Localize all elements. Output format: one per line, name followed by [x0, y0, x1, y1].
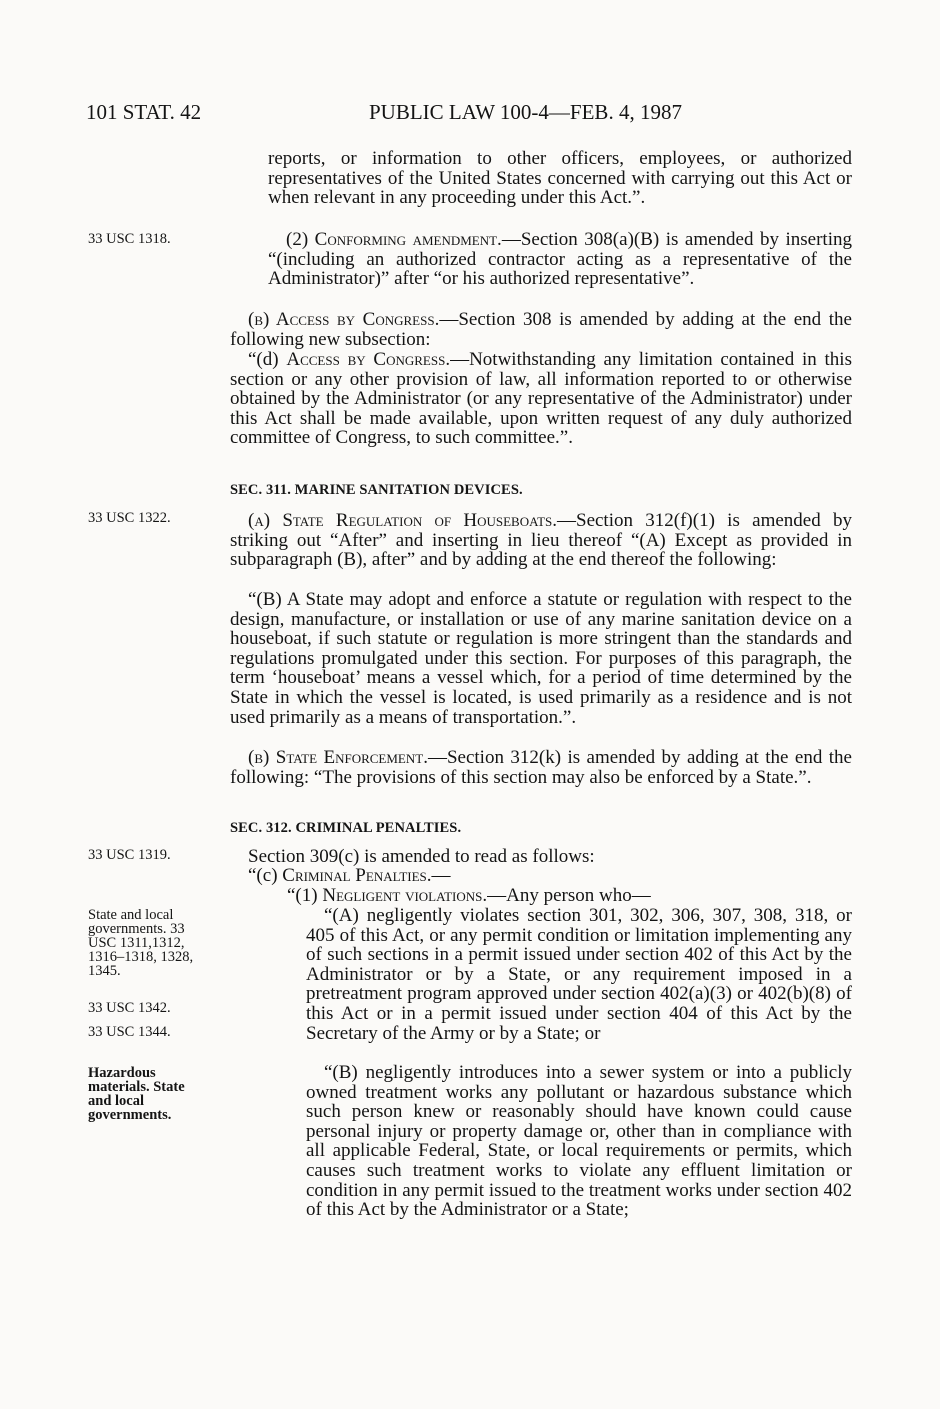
paragraph-reports: reports, or information to other officers, employees, or authorized representatives of the United States concerned with carrying out this Act or when relevant in any proceeding under this Act.”. [268, 148, 852, 209]
paragraph-clause-b: “(B) negligently introduces into a sewer system or into a publicly owned treatment works any pollutant or hazardous substance which such person knew or reasonably should have known could cause personal injury or property damage or, other than in compliance with all applicable Federal, State, or local requirements or permits, which causes such treatment works to violate any effluent limitation or condition in any permit issued to the treatment works under section 402 of this Act by the Administrator or a State; [306, 1062, 852, 1221]
heading-access-by-congress: (b) Access by Congress. [248, 309, 440, 330]
margin-note-hazardous: Hazardous materials. State and local governments. [88, 1065, 185, 1123]
text-state-enforcement: —Section 312(k) is amended by adding at the end the following: “The provisions of this section may also be enforced by a State.”. [230, 747, 852, 788]
margin-note-state-local: State and local governments. 33 USC 1311,1312, 1316–1318, 1328, 1345. [88, 907, 194, 979]
paragraph-conforming-amendment [268, 230, 852, 289]
prefix-subsection-d: “(d) [248, 349, 287, 370]
margin-note-usc-1342: 33 USC 1342. [88, 1000, 171, 1016]
heading-subsection-d: Access by Congress. [286, 349, 451, 370]
section-heading-312: SEC. 312. CRIMINAL PENALTIES. [230, 820, 462, 836]
margin-note-usc-1322: 33 USC 1322. [88, 510, 171, 526]
prefix-negligent-violations: “(1) [287, 885, 323, 906]
paragraph-section-309c: Section 309(c) is amended to read as follows: [248, 846, 595, 867]
paragraph-houseboats [230, 511, 852, 570]
margin-note-usc-1319: 33 USC 1319. [88, 847, 171, 863]
prefix-criminal-penalties: “(c) [248, 865, 283, 886]
text-houseboats: —Section 312(f)(1) is amended by striking out “After” and inserting in lieu thereof “(A) Except as provided in subparagraph (B), after” and by adding at the end thereof the following: [230, 510, 852, 571]
paragraph-subsection-d [230, 350, 852, 448]
paragraph-clause-a: “(A) negligently violates section 301, 302, 306, 307, 308, 318, or 405 of this Act, or any permit condition or limitation implementing any of such sections in a permit issued under section 402 of this Act by the Administrator or by a State, or any requirement imposed in a pretreatment program approved under section 402(a)(3) or 402(b)(8) of this Act or in a permit issued under section 404 of this Act by the Secretary of the Army or by a State; or [306, 905, 852, 1044]
page-stat-number: 101 STAT. 42 [86, 100, 202, 124]
heading-criminal-penalties: Criminal Penalties. [282, 865, 432, 886]
paragraph-state-enforcement [230, 748, 852, 787]
text-access-by-congress: —Section 308 is amended by adding at the end the following new subsection: [230, 309, 852, 350]
paragraph-criminal-penalties [230, 866, 852, 886]
paragraph-subparagraph-b: “(B) A State may adopt and enforce a statute or regulation with respect to the design, manufacture, or installation or use of any marine sanitation device on a houseboat, if such statute or regulation is more stringent than the standards and regulations promulgated under this section. For purposes of this paragraph, the term ‘houseboat’ means a vessel which, for a period of time determined by the State in which the vessel is located, is used primarily as a residence and is not used primarily as a means of transportation.”. [230, 589, 852, 728]
margin-note-usc-1344: 33 USC 1344. [88, 1024, 171, 1040]
text-criminal-penalties: — [431, 865, 451, 886]
heading-state-enforcement: (b) State Enforcement. [248, 747, 428, 768]
text-negligent-violations: —Any person who— [487, 885, 651, 906]
heading-conforming-amendment: (2) Conforming amendment. [286, 229, 502, 250]
text-conforming-amendment: —Section 308(a)(B) is amended by inserting “(including an authorized contractor acting as a representative of the Administrator)” after “or his authorized representative”. [268, 229, 852, 290]
margin-note-usc-1318: 33 USC 1318. [88, 231, 171, 247]
page-title: PUBLIC LAW 100-4—FEB. 4, 1987 [369, 100, 682, 124]
paragraph-access-by-congress [230, 310, 852, 349]
text-subsection-d: —Notwithstanding any limitation contained in this section or any other provision of law, all information reported to or otherwise obtained by the Administrator (or any representative of the Administrator) under this Act shall be made available, upon written request of any duly authorized committee of Congress, to such committee.”. [230, 349, 852, 449]
section-heading-311: SEC. 311. MARINE SANITATION DEVICES. [230, 482, 523, 498]
heading-houseboats: (a) State Regulation of Houseboats. [248, 510, 557, 531]
paragraph-negligent-violations [230, 886, 852, 906]
heading-negligent-violations: Negligent violations. [322, 885, 488, 906]
